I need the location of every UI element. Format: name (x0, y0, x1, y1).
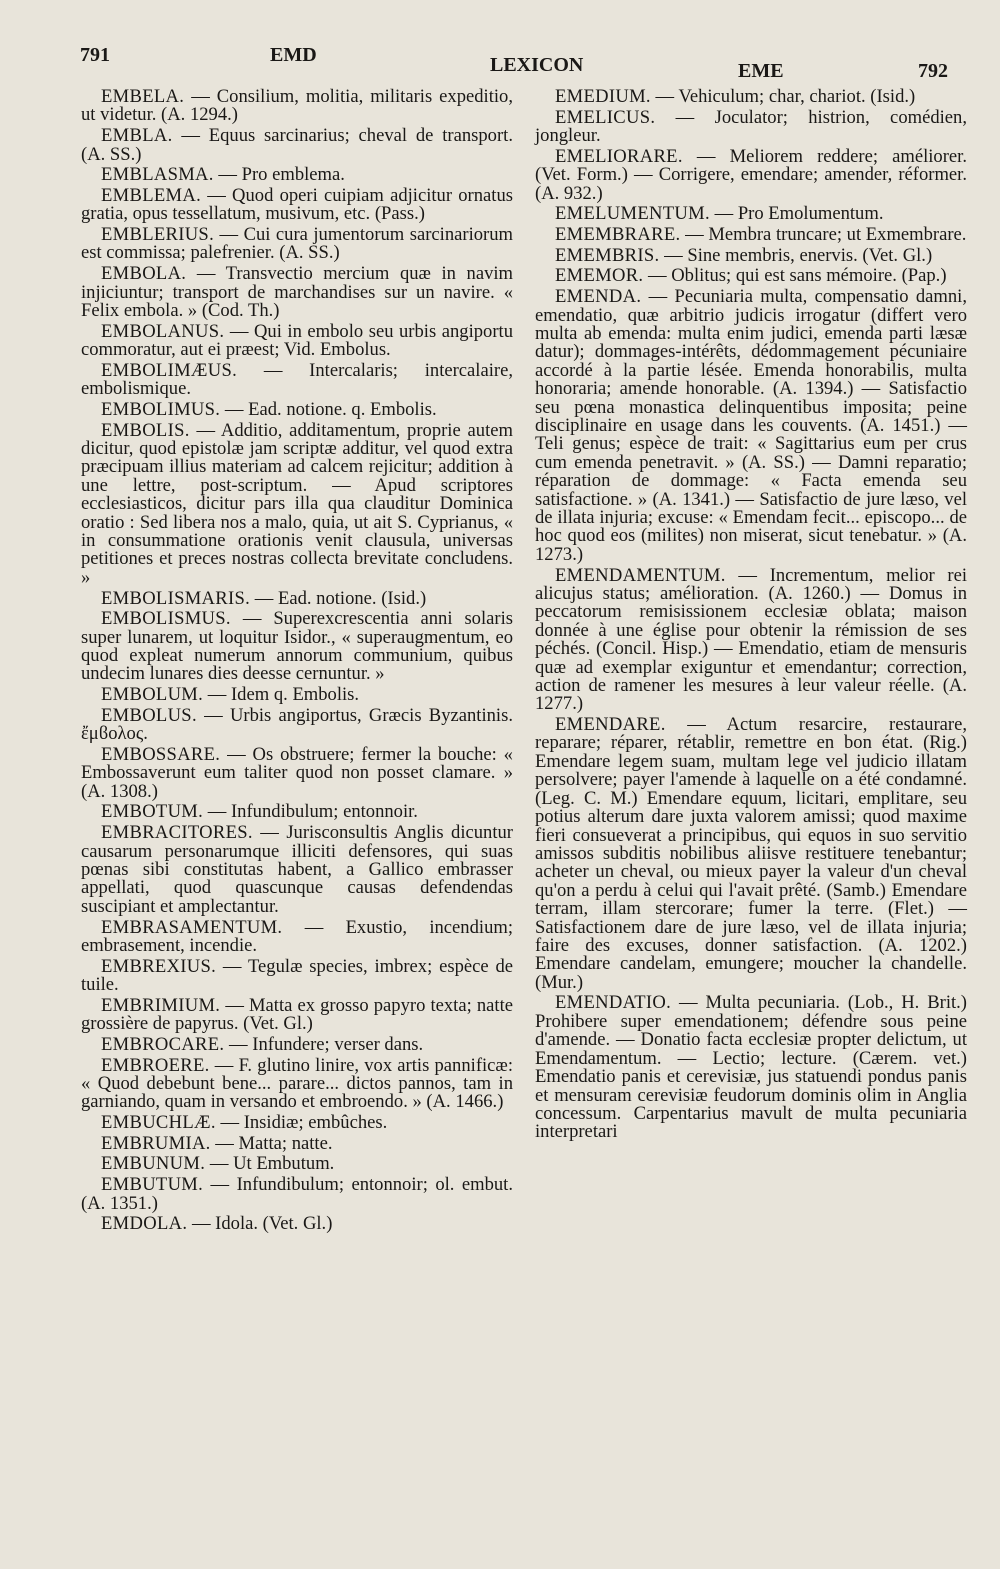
entry-headword: EMBUNUM. (101, 1153, 206, 1175)
dictionary-entry (81, 265, 513, 320)
dictionary-entry (81, 359, 513, 400)
entry-headword: EMEMBRIS. (555, 244, 660, 266)
dictionary-entry (81, 127, 513, 164)
dictionary-entry (81, 824, 513, 916)
left-page-number: 791 (80, 44, 110, 66)
dictionary-entry (81, 184, 513, 225)
dictionary-entry (535, 994, 967, 1141)
entry-definition: — Matta ex grosso papyro texta; natte grossière de papyrus. (Vet. Gl.) (81, 994, 513, 1035)
entry-headword: EMELIORARE. (555, 145, 683, 167)
dictionary-entry (81, 1155, 513, 1173)
right-running-head: EME (738, 60, 784, 82)
entry-headword: EMBROERE. (101, 1054, 210, 1076)
entry-headword: EMBOLISMUS. (101, 608, 231, 630)
entry-definition: — Qui in embolo seu urbis angiportu commoratur, aut ei præest; Vid. Embolus. (81, 320, 513, 361)
entry-definition: — Exustio, incendium; embrasement, incendie. (81, 916, 513, 956)
dictionary-entry (81, 916, 513, 956)
dictionary-entry (535, 205, 967, 223)
dictionary-entry (81, 226, 513, 263)
entry-headword: EMENDAMENTUM. (555, 564, 726, 586)
entry-definition: — Joculator; histrion, comédien, jongleur. (535, 106, 967, 147)
dictionary-entry (81, 686, 513, 704)
page-header (0, 44, 1000, 84)
dictionary-entry (81, 320, 513, 361)
dictionary-entry (535, 145, 967, 204)
dictionary-entry (81, 166, 513, 184)
entry-definition: — Infundibulum; entonnoir; ol. embut. (A. 1351.) (81, 1174, 513, 1214)
entry-headword: EMELUMENTUM. (555, 203, 710, 225)
entry-definition: — Pro Emolumentum. (714, 203, 884, 225)
entry-definition: — Transvectio mercium quæ in navim injiciuntur; transport de marchandises sur un navire. « Felix embola. » (Cod. Th.) (81, 263, 513, 321)
entry-headword: EMBELA. (101, 86, 185, 107)
entry-definition: — Cui cura jumentorum sarcinariorum est commissa; palefrenier. (A. SS.) (81, 224, 513, 264)
dictionary-entry (81, 803, 513, 821)
entry-definition: — Pecuniaria multa, compensatio damni, emendatio, quæ arbitrio judicis irrogatur (differt vero multa ab emenda: multa enim judici, emenda parti læsæ datur); dommages-intérêts, dédommagement pécuniaire accordé à la partie lésée. Emenda honorabilis, multa honoraria; amende honorable. (A. 1394.) — Satisfactio seu pœna monastica delinquentibus imposita; peine disciplinaire en usage dans les couvents. (A. 1451.) — Teli genus; espèce de trait: « Sagittarius eum per crus cum emenda penetravit. » (A. SS.) — Damni reparatio; réparation de dommage: « Facta emenda seu satisfactione. » (A. 1341.) — Satisfactio de jure læso, vel de illata injuria; excuse: « Emendam fecit... episcopo... de hoc quod eos (milites) non miserat, sicut tenebatur. » (A. 1273.) (535, 286, 967, 565)
entry-definition: — Insidiæ; embûches. (220, 1112, 388, 1134)
dictionary-entry (81, 1215, 513, 1233)
right-page-number: 792 (918, 60, 948, 82)
entry-definition: — Ut Embutum. (209, 1153, 335, 1175)
entry-headword: EMBOLISMARIS. (101, 587, 251, 609)
center-title: LEXICON (490, 54, 584, 76)
entry-headword: EMBRASAMENTUM. (101, 916, 283, 938)
entry-headword: EMBOLUM. (101, 684, 204, 706)
entry-definition: — Os obstruere; fermer la bouche: « Embossaverunt eum taliter quod non posset clamare. » (A. 1308.) (81, 743, 513, 802)
entry-definition: — Incrementum, melior rei alicujus status; amélioration. (A. 1260.) — Domus in peccatorum remisissionem ecclesiæ oblata; maison donnée à une église pour obtenir la rémission de ses péchés. (Concil. Hisp.) — Emendatio, etiam de mensuris quæ ad exemplar exiguntur et emendantur; correction, action de ramener les mesures à leur valeur réelle. (A. 1277.) (535, 564, 967, 715)
dictionary-entry (81, 398, 513, 420)
entry-headword: EMEMOR. (555, 265, 644, 287)
entry-definition: — Ead. notione. (Isid.) (254, 587, 427, 609)
entry-definition: — Vehiculum; char, chariot. (Isid.) (655, 86, 916, 107)
entry-headword: EMBOSSARE. (101, 743, 221, 765)
entry-headword: EMBUCHLÆ. (101, 1112, 216, 1134)
entry-headword: EMBOLIMUS. (101, 398, 221, 420)
entry-headword: EMBOLIS. (101, 419, 190, 441)
entry-definition: — Multa pecuniaria. (Lob., H. Brit.) Prohibere super emendationem; défendre sous peine d'amende. — Donatio facta ecclesiæ propter delictum, ut Emendamentum. — Lectio; lecture. (Cærem. vet.) Emendatio panis et cerevisiæ, jus statuendi pondus panis et mensuram cerevisiæ feudorum dominis olim in Anglia concessum. Carpentarius mavult de multa pecuniaria interpretari (535, 992, 967, 1143)
entry-definition: — Infundibulum; entonnoir. (207, 801, 418, 823)
dictionary-entry (535, 288, 967, 564)
entry-definition: — Pro emblema. (218, 164, 345, 186)
dictionary-entry (81, 743, 513, 802)
entry-headword: EMENDA. (555, 286, 642, 308)
entry-headword: EMBOLUS. (101, 704, 197, 726)
entry-headword: EMBLEMA. (101, 184, 202, 206)
dictionary-entry (81, 1054, 513, 1113)
entry-headword: EMDOLA. (101, 1213, 188, 1235)
entry-headword: EMEDIUM. (555, 86, 651, 107)
entry-headword: EMELICUS. (555, 106, 656, 128)
left-running-head: EMD (270, 44, 317, 66)
dictionary-entry (81, 1033, 513, 1055)
entry-definition: — Superexcrescentia anni solaris super lunarem, ut loquitur Isidor., « superaugmentum, eo quod expleat numerum annorum communium, quibus undecim lunares dies deesse cernuntur. » (81, 608, 513, 685)
dictionary-entry (81, 704, 513, 745)
entry-headword: EMBLERIUS. (101, 224, 215, 246)
entry-definition: — Quod operi cuipiam adjicitur ornatus gratia, opus tessellatum, musivum, etc. (Pass.) (81, 184, 513, 225)
entry-headword: EMBOLA. (101, 263, 187, 285)
entry-definition: — Idem q. Embolis. (207, 684, 360, 706)
dictionary-entry (535, 244, 967, 266)
dictionary-entry (81, 955, 513, 996)
entry-headword: EMEMBRARE. (555, 224, 681, 246)
entry-definition: — Consilium, molitia, militaris expeditio, ut videtur. (A. 1294.) (81, 86, 513, 126)
entry-definition: — Oblitus; qui est sans mémoire. (Pap.) (648, 265, 947, 287)
dictionary-entry (535, 106, 967, 147)
dictionary-entry (81, 1114, 513, 1132)
entry-definition: — Ead. notione. q. Embolis. (224, 398, 437, 420)
entry-definition: — Sine membris, enervis. (Vet. Gl.) (664, 244, 933, 266)
entry-headword: EMBLA. (101, 125, 173, 147)
dictionary-entry (535, 267, 967, 285)
entry-definition: — F. glutino linire, vox artis pannificæ: « Quod debebunt bene... parare... dictos pannos, tam in garniando, quam in versando et embroendo. » (A. 1466.) (81, 1054, 513, 1113)
entry-headword: EMENDATIO. (555, 992, 672, 1014)
left-column (81, 88, 513, 1236)
dictionary-entry (535, 88, 967, 106)
dictionary-entry (81, 1176, 513, 1213)
dictionary-entry (81, 587, 513, 609)
entry-headword: EMBLASMA. (101, 164, 214, 186)
dictionary-entry (535, 716, 967, 992)
entry-headword: EMBRUMIA. (101, 1132, 211, 1154)
dictionary-entry (81, 419, 513, 588)
entry-definition: — Jurisconsultis Anglis dicuntur causarum personarumque illiciti defensores, qui suas pœnas sibi constitutas habent, a Gallico embrasser appellati, quod quascunque causas defendendas suscipiant et amplectantur. (81, 822, 513, 917)
entry-headword: EMBREXIUS. (101, 955, 217, 977)
entry-definition: — Matta; natte. (215, 1132, 333, 1154)
entry-definition: — Meliorem reddere; améliorer. (Vet. Form.) — Corrigere, emendare; amender, réformer. (A. 932.) (535, 145, 967, 204)
entry-headword: EMBOLANUS. (101, 320, 225, 342)
entry-definition: — Intercalaris; intercalaire, embolismique. (81, 359, 513, 400)
entry-definition: — Tegulæ species, imbrex; espèce de tuile. (81, 955, 513, 996)
entry-headword: EMBRACITORES. (101, 822, 253, 844)
dictionary-entry (535, 564, 967, 715)
dictionary-entry (81, 88, 513, 125)
entry-headword: EMBRIMIUM. (101, 994, 221, 1016)
dictionary-entry (535, 226, 967, 244)
dictionary-entry (81, 610, 513, 684)
entry-headword: EMBOLIMÆUS. (101, 359, 238, 381)
entry-definition: — Actum resarcire, restaurare, reparare; réparer, rétablir, remettre en bon état. (Rig.) Emendare legem suam, multam lege vel judicio illatam persolvere; payer l'amende à laquelle on a été condamné. (Leg. C. M.) Emendare equum, licitari, emplitare, seu potius alterum dare juxta valorem amissi; quod maxime fieri consueverat a principibus, qui equos in suo servitio amissos subditis nobilibus aliisve restituere tenebantur; acheter un cheval, ou mieux payer la valeur d'un cheval qu'on a perdu à celui qui l'avait prêté. (Samb.) Emendare terram, illam stercorare; fumer la terre. (Flet.) — Satisfactionem dare de jure læso, vel de illata injuria; faire des excuses, donner satisfaction. (A. 1202.) Emendare candelam, emungere; moucher la chandelle. (Mur.) (535, 714, 967, 993)
entry-definition: — Urbis angiportus, Græcis Byzantinis. ἔμϐολος. (81, 704, 513, 745)
entry-headword: EMENDARE. (555, 714, 666, 736)
entry-definition: — Additio, additamentum, proprie autem dicitur, quod epistolæ jam scriptæ additur, vel quod extra præcipuam illius materiam ad calcem rejicitur; addition à une lettre, post-scriptum. — Apud scriptores ecclesiasticos, dicitur pars illa qua clauditur Dominica oratio : Sed libera nos a malo, quia, ut ait S. Cyprianus, « in consummatione orationis venit clausula, universas petitiones et preces nostras collecta brevitate concludens. » (81, 419, 513, 588)
dictionary-entry (81, 1132, 513, 1154)
entry-headword: EMBOTUM. (101, 801, 204, 823)
entry-definition: — Idola. (Vet. Gl.) (191, 1213, 333, 1235)
dictionary-entry (81, 994, 513, 1035)
entry-headword: EMBROCARE. (101, 1033, 225, 1055)
entry-definition: — Equus sarcinarius; cheval de transport. (A. SS.) (81, 125, 513, 165)
entry-definition: — Infundere; verser dans. (229, 1033, 424, 1055)
right-column (535, 88, 967, 1144)
entry-definition: — Membra truncare; ut Exmembrare. (685, 224, 967, 246)
entry-headword: EMBUTUM. (101, 1174, 204, 1196)
